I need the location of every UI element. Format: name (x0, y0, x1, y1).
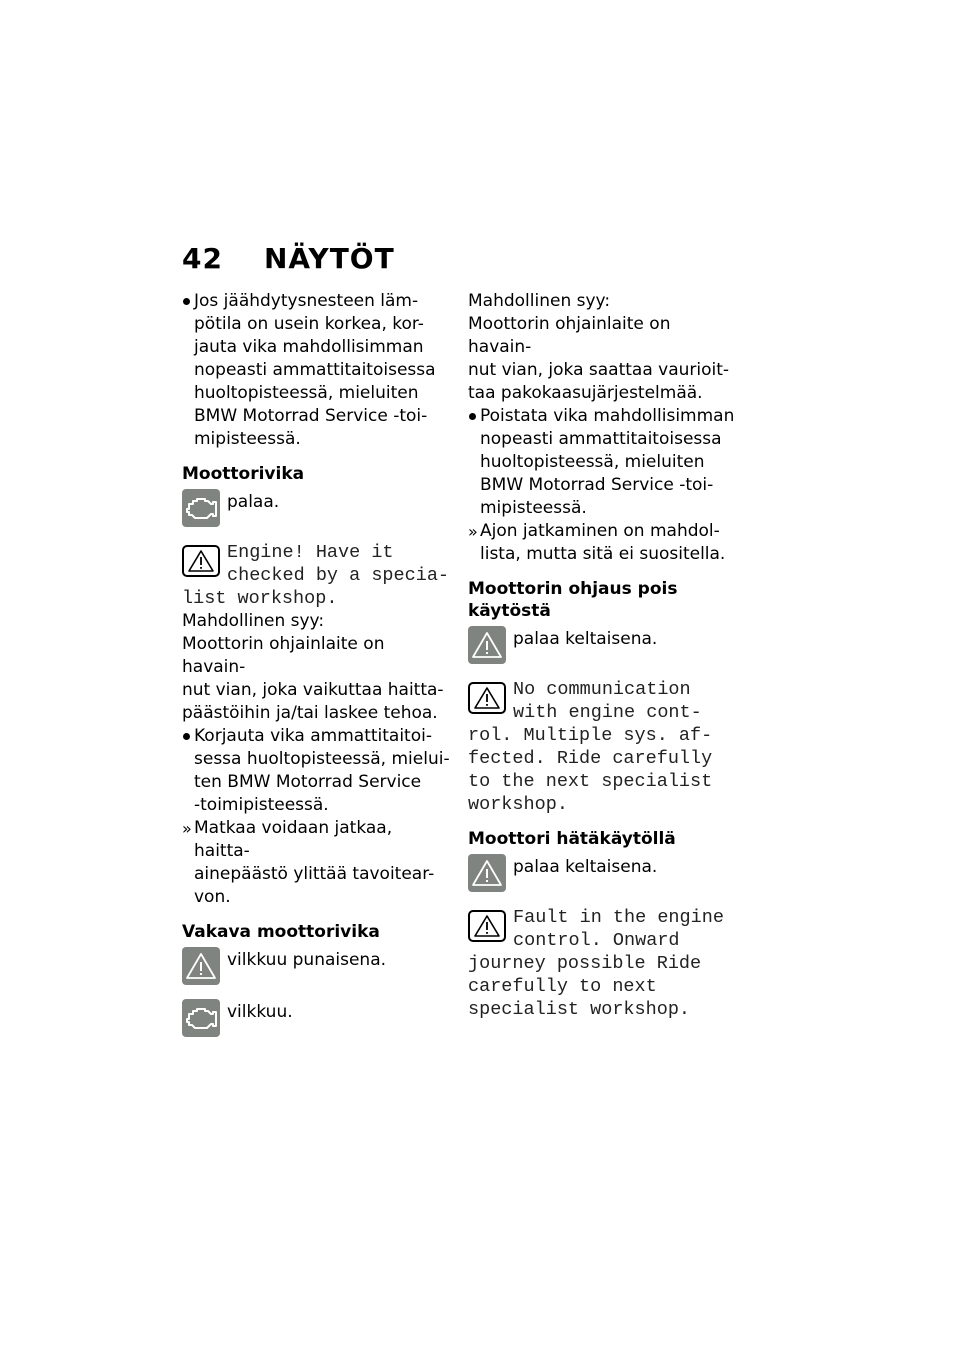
text-line: BMW Motorrad Service -toi- (194, 406, 428, 426)
text-line: Poistata vika mahdollisimman (480, 406, 735, 426)
warning-triangle-icon (468, 910, 506, 942)
text-line: Moottorin ohjainlaite on havain- (468, 314, 671, 357)
page-header (182, 242, 395, 275)
text-line: päästöihin ja/tai laskee tehoa. (182, 703, 438, 723)
text-line: BMW Motorrad Service -toi- (480, 475, 714, 495)
text-line: Matkaa voidaan jatkaa, haitta- (194, 818, 393, 861)
text-line: Korjauta vika ammattitaitoi- (194, 726, 432, 746)
text-line: ainepäästö ylittää tavoitear- (194, 864, 435, 884)
warning-message (182, 541, 452, 610)
text-line: Mahdollinen syy: (182, 611, 325, 631)
text-line: mipisteessä. (480, 498, 587, 518)
indicator-row (182, 999, 452, 1041)
list-item (182, 817, 452, 909)
warning-line: No communication (513, 679, 691, 700)
cause-paragraph (182, 610, 452, 725)
section-heading: Vakava moottorivika (182, 922, 380, 942)
warning-line: journey possible Ride (468, 953, 702, 974)
list-item (468, 520, 738, 566)
text-line: Moottorin ohjainlaite on havain- (182, 634, 385, 677)
text-line: Mahdollinen syy: (468, 291, 611, 311)
text-line: huoltopisteessä, mieluiten (194, 383, 419, 403)
page-number: 42 (182, 242, 223, 275)
indicator-text: palaa keltaisena. (513, 857, 658, 877)
warning-message (468, 906, 738, 1021)
text-line: -toimipisteessä. (194, 795, 329, 815)
indicator-row (468, 854, 738, 896)
warning-text (468, 678, 738, 816)
indicator-row (182, 947, 452, 989)
text-line: taa pakokaasujärjestelmää. (468, 383, 703, 403)
text-line: sessa huoltopisteessä, mielui- (194, 749, 450, 769)
text-line: huoltopisteessä, mieluiten (480, 452, 705, 472)
warning-triangle-icon (182, 947, 220, 985)
text-line: nopeasti ammattitaitoisessa (194, 360, 436, 380)
page-title: NÄYTÖT (264, 242, 395, 275)
text-line: nut vian, joka vaikuttaa haitta- (182, 680, 444, 700)
text-line: Ajon jatkaminen on mahdol- (480, 521, 720, 541)
text-line: von. (194, 887, 231, 907)
engine-warning-icon (182, 999, 220, 1037)
warning-message (468, 678, 738, 816)
cause-paragraph (468, 290, 738, 405)
warning-line: Engine! Have it (227, 542, 394, 563)
indicator-text: vilkkuu punaisena. (227, 950, 387, 970)
text-line: nut vian, joka saattaa vaurioit- (468, 360, 730, 380)
right-column (468, 290, 738, 1021)
heading-line: Moottorin ohjaus pois (468, 579, 678, 599)
heading-line: käytöstä (468, 601, 551, 621)
warning-text (468, 906, 738, 1021)
list-item (182, 290, 452, 451)
text-line: ten BMW Motorrad Service (194, 772, 422, 792)
warning-line: workshop. (468, 794, 568, 815)
engine-warning-icon (182, 489, 220, 527)
indicator-row (468, 626, 738, 668)
indicator-text: palaa keltaisena. (513, 629, 658, 649)
section-heading (468, 578, 738, 622)
warning-triangle-icon (468, 626, 506, 664)
warning-triangle-icon (468, 854, 506, 892)
text-line: mipisteessä. (194, 429, 301, 449)
warning-line: to the next specialist (468, 771, 713, 792)
indicator-text: palaa. (227, 492, 280, 512)
warning-line: with engine cont- (513, 702, 702, 723)
text-line: nopeasti ammattitaitoisessa (480, 429, 722, 449)
section-heading: Moottorivika (182, 464, 305, 484)
text-line: pötila on usein korkea, kor- (194, 314, 424, 334)
guillemet-arrow: » (182, 819, 192, 838)
left-column (182, 290, 452, 1041)
section-heading: Moottori hätäkäytöllä (468, 829, 676, 849)
warning-line: carefully to next (468, 976, 657, 997)
indicator-row (182, 489, 452, 531)
indicator-text: vilkkuu. (227, 1002, 293, 1022)
guillemet-arrow: » (468, 522, 478, 541)
list-item (182, 725, 452, 817)
warning-triangle-icon (468, 682, 506, 714)
warning-line: list workshop. (182, 588, 338, 609)
list-item (468, 405, 738, 520)
warning-text (182, 541, 452, 610)
text-line: lista, mutta sitä ei suositella. (480, 544, 726, 564)
warning-line: specialist workshop. (468, 999, 691, 1020)
warning-line: checked by a specia- (227, 565, 450, 586)
text-line: jauta vika mahdollisimman (194, 337, 424, 357)
warning-line: rol. Multiple sys. af- (468, 725, 713, 746)
warning-line: Fault in the engine (513, 907, 724, 928)
warning-line: control. Onward (513, 930, 680, 951)
warning-line: fected. Ride carefully (468, 748, 713, 769)
text-line: Jos jäähdytysnesteen läm- (194, 291, 419, 311)
warning-triangle-icon (182, 545, 220, 577)
